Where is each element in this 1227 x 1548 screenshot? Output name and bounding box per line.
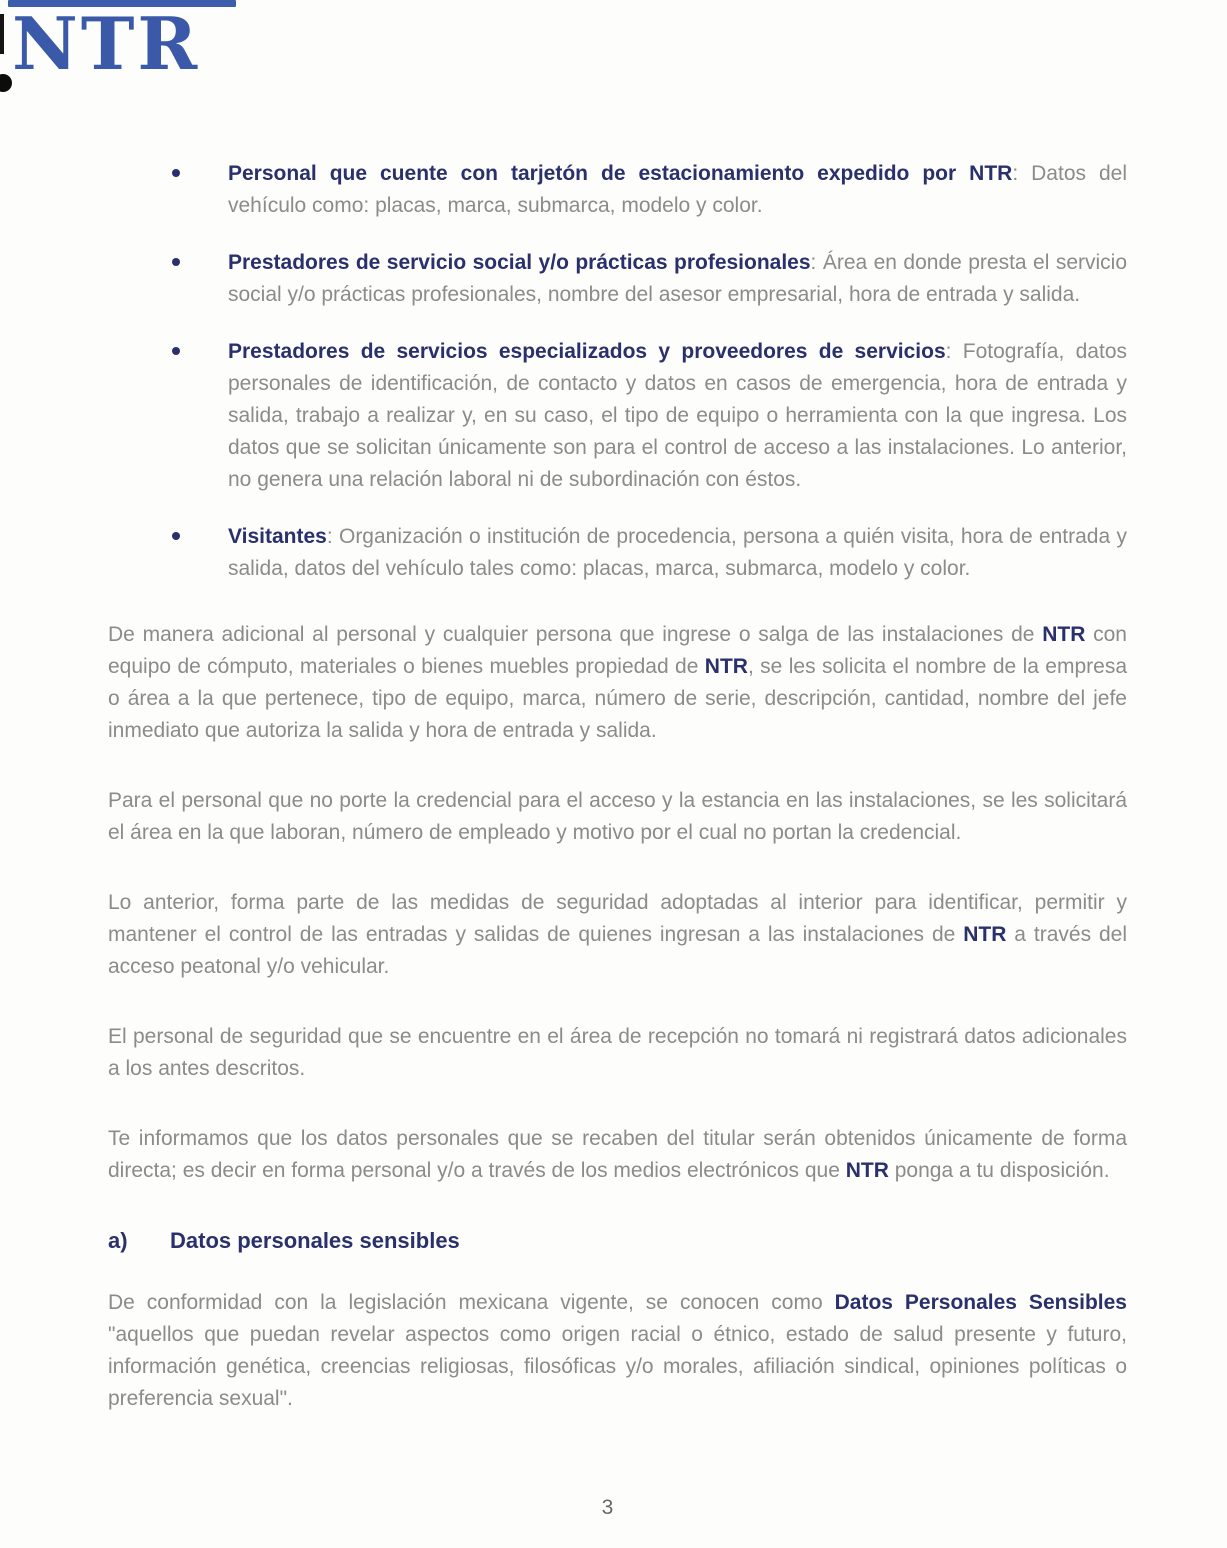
bullet-item-visitors	[170, 521, 1127, 585]
text-segment: El personal de seguridad que se encuentre en el área de recepción no tomará ni registrará datos adicionales a los antes descritos.	[108, 1025, 1127, 1080]
bullet-body: Fotografía, datos personales de identificación, de contacto y datos en casos de emergencia, hora de entrada y salida, trabajo a realizar y, en su caso, el tipo de equipo o herramienta con la que ingresa. Los datos que se solicitan únicamente son para el control de acceso a las instalaciones. Lo anterior, no genera una relación laboral ni de subordinación con éstos.	[228, 340, 1127, 491]
bullet-item-social-service	[170, 247, 1127, 311]
bullet-dot-icon	[172, 532, 180, 540]
paragraph-direct-collection	[108, 1123, 1127, 1187]
paragraph-security-measures	[108, 887, 1127, 983]
bullet-colon: :	[326, 525, 339, 548]
bullet-title: Personal que cuente con tarjetón de estacionamiento expedido por NTR	[228, 162, 1013, 185]
bullet-marker-column	[170, 158, 228, 222]
text-segment: con equipo de cómputo, materiales o bienes muebles propiedad de	[108, 623, 1127, 678]
scan-artifact-dot	[0, 74, 12, 92]
text-segment: a través del acceso peatonal y/o vehicular.	[108, 923, 1127, 978]
bullet-item-service-providers	[170, 336, 1127, 496]
bullet-marker-column	[170, 336, 228, 496]
bullet-colon: :	[945, 340, 963, 363]
bullet-dot-icon	[172, 347, 180, 355]
bullet-text	[228, 521, 1127, 585]
bullet-marker-column	[170, 247, 228, 311]
heading-label: a)	[108, 1228, 128, 1253]
ntr-inline-bold: NTR	[1042, 623, 1086, 646]
bullet-title: Prestadores de servicios especializados y proveedores de servicios	[228, 340, 946, 363]
text-segment: De manera adicional al personal y cualquier persona que ingrese o salga de las instalaciones de	[108, 623, 1043, 646]
bullet-list	[108, 158, 1127, 585]
bullet-text	[228, 336, 1127, 496]
bullet-text	[228, 158, 1127, 222]
bullet-body: Datos del vehículo como: placas, marca, submarca, modelo y color.	[228, 162, 1128, 217]
scan-artifact-line	[0, 14, 4, 54]
bullet-text	[228, 247, 1127, 311]
bullet-body: Organización o institución de procedencia, persona a quién visita, hora de entrada y salida, datos del vehículo tales como: placas, marca, submarca, modelo y color.	[228, 525, 1127, 580]
ntr-inline-bold: NTR	[704, 655, 748, 678]
ntr-logo: NTR	[12, 1, 201, 86]
bullet-title: Prestadores de servicio social y/o prácticas profesionales	[228, 251, 811, 274]
bullet-dot-icon	[172, 258, 180, 266]
bullet-item-parking-card	[170, 158, 1127, 222]
ntr-inline-bold: NTR	[845, 1159, 889, 1182]
paragraph-no-credential	[108, 785, 1127, 849]
text-segment: Lo anterior, forma parte de las medidas de seguridad adoptadas al interior para identificar, permitir y mantener el control de las entradas y salidas de quienes ingresan a las instalaciones de	[108, 891, 1127, 946]
paragraph-sensitive-data-definition	[108, 1287, 1127, 1415]
text-segment: Para el personal que no porte la credencial para el acceso y la estancia en las instalaciones, se les solicitará el área en la que laboran, número de empleado y motivo por el cual no portan la credencial.	[108, 789, 1127, 844]
page-number: 3	[601, 1496, 614, 1519]
text-segment: , se les solicita el nombre de la empresa o área a la que pertenece, tipo de equipo, marca, número de serie, descripción, cantidad, nombre del jefe inmediato que autoriza la salida y hora de entrada y salida.	[108, 655, 1127, 742]
heading-text: Datos personales sensibles	[170, 1228, 460, 1253]
ntr-inline-bold: NTR	[963, 923, 1007, 946]
bullet-body: Área en donde presta el servicio social y/o prácticas profesionales, nombre del asesor empresarial, hora de entrada y salida.	[228, 251, 1128, 306]
text-segment: De conformidad con la legislación mexicana vigente, se conocen como	[108, 1291, 835, 1314]
paragraph-reception-staff	[108, 1021, 1127, 1085]
page-footer	[0, 1496, 1227, 1520]
paragraph-additional-equipment	[108, 619, 1127, 747]
bullet-dot-icon	[172, 169, 180, 177]
text-segment: "aquellos que puedan revelar aspectos como origen racial o étnico, estado de salud presente y futuro, información genética, creencias religiosas, filosóficas y/o morales, afiliación sindical, opiniones políticas o preferencia sexual".	[108, 1323, 1127, 1410]
sensitive-data-inline-bold: Datos Personales Sensibles	[834, 1291, 1127, 1314]
text-segment: ponga a tu disposición.	[888, 1159, 1110, 1182]
text-segment: Te informamos que los datos personales que se recaben del titular serán obtenidos únicamente de forma directa; es decir en forma personal y/o a través de los medios electrónicos que	[108, 1127, 1127, 1182]
section-heading-sensitive-data	[108, 1225, 1127, 1257]
logo-block	[0, 0, 1227, 92]
bullet-colon: :	[1012, 162, 1032, 185]
bullet-marker-column	[170, 521, 228, 585]
bullet-title: Visitantes	[228, 525, 327, 548]
bullet-colon: :	[810, 251, 823, 274]
document-body	[0, 158, 1227, 1415]
